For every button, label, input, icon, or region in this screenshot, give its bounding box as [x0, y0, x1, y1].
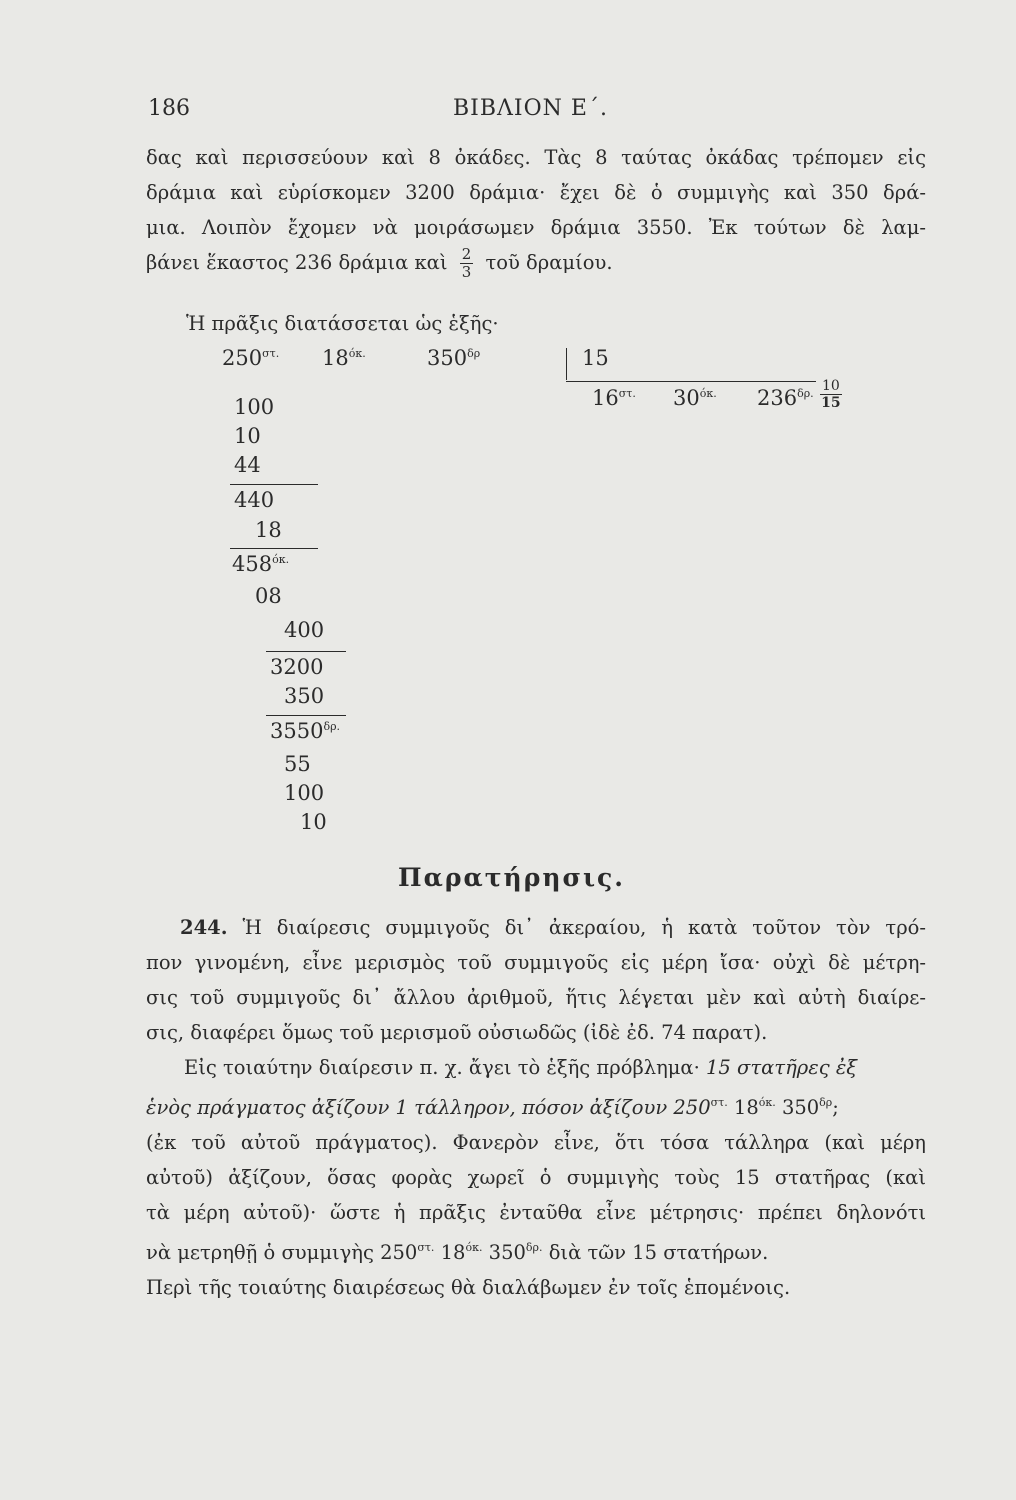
fraction-numerator: 10 [822, 378, 840, 394]
step-value: 10 [300, 810, 327, 834]
fraction-denominator: 3 [461, 263, 472, 281]
divisor-bar [566, 348, 567, 380]
text-line: Εἰς τοιαύτην διαίρεσιν π. χ. ἄγει τὸ ἑξῆς πρόβλημα· 15 στατῆρες ἐξ [184, 1056, 858, 1079]
step-value: 350 [284, 684, 325, 708]
step-value: 100 [284, 781, 325, 805]
step-value: $3550^{\delta\rho.}$ [270, 719, 341, 743]
step-value: 44 [234, 453, 261, 477]
fraction [460, 246, 474, 281]
text-fragment: τοῦ δραμίου. [485, 251, 613, 274]
layout-intro: Ἡ πρᾶξις διατάσσεται ὡς ἑξῆς· [186, 312, 499, 335]
paragraph-number: 244. [180, 916, 228, 939]
step-value: 55 [284, 752, 311, 776]
text-line: δας καὶ περισσεύουν καὶ 8 ὀκάδες. Τὰς 8 ταύτας ὀκάδας τρέπομεν εἰς [146, 146, 926, 169]
text-line: νὰ μετρηθῇ ὁ συμμιγὴς $250^{\sigma\tau.}$ $18^{ό\kappa.}$ $350^{\delta\rho.}$ διὰ τῶν 15 στατήρων. [146, 1241, 769, 1264]
step-value: 100 [234, 395, 275, 419]
product-rule [266, 651, 346, 652]
fraction-denominator: 15 [821, 395, 841, 411]
text-line: ἑνὸς πράγματος ἀξίζουν 1 τάλληρον, πόσον ἀξίζουν $250^{\sigma\tau.}$ $18^{ό\kappa.}$ $350^{\delta\rho}$; [146, 1096, 839, 1119]
step-value: 08 [255, 584, 282, 608]
text-line: δράμια καὶ εὑρίσκομεν 3200 δράμια· ἔχει δὲ ὁ συμμιγὴς καὶ 350 δρά- [146, 181, 926, 204]
quotient-fraction [820, 378, 842, 411]
divisor: 15 [582, 346, 609, 370]
top-paragraph [146, 140, 926, 281]
text-line [146, 245, 926, 281]
text-line: πον γινομένη, εἶνε μερισμὸς τοῦ συμμιγοῦς εἰς μέρη ἴσα· οὐχὶ δὲ μέτρη- [146, 951, 926, 974]
fraction-numerator: 2 [461, 245, 472, 263]
text-fragment: βάνει ἕκαστος 236 δράμια καὶ [146, 251, 448, 274]
step-value: $458^{ό\kappa.}$ [232, 552, 290, 576]
text-line: αὐτοῦ) ἀξίζουν, ὅσας φορὰς χωρεῖ ὁ συμμιγὴς τοὺς 15 στατῆρας (καὶ [146, 1166, 926, 1189]
step-value: 400 [284, 618, 325, 642]
sum-rule [230, 484, 318, 485]
quotient-dram: $236^{\delta\rho.}$ [757, 386, 814, 410]
step-value: 10 [234, 424, 261, 448]
step-value: 440 [234, 488, 275, 512]
step-value: 18 [255, 518, 282, 542]
text-line: 244. Ἡ διαίρεσις συμμιγοῦς δι᾽ ἀκεραίου, ἡ κατὰ τοῦτον τὸν τρό- [180, 916, 926, 939]
dividend-dram: $350^{\delta\rho}$ [427, 346, 481, 370]
text-line: μια. Λοιπὸν ἔχομεν νὰ μοιράσωμεν δράμια 3550. Ἐκ τούτων δὲ λαμ- [146, 216, 926, 239]
page-number: 186 [148, 96, 190, 121]
remark-paragraph [146, 910, 926, 1305]
sum-rule [266, 715, 346, 716]
text-line: σις, διαφέρει ὅμως τοῦ μερισμοῦ οὐσιωδῶς (ἰδὲ ἐδ. 74 παρατ). [146, 1021, 768, 1044]
quotient-stat: $16^{\sigma\tau.}$ [592, 386, 636, 410]
running-title: ΒΙΒΛΙΟΝ Ε΄. [453, 96, 608, 121]
quotient-oka: $30^{ό\kappa.}$ [673, 386, 717, 410]
text-line: τὰ μέρη αὐτοῦ)· ὥστε ἡ πρᾶξις ἐνταῦθα εἶνε μέτρησις· πρέπει δηλονότι [146, 1201, 926, 1224]
section-title: Παρατήρησις. [398, 863, 625, 892]
quotient-rule [566, 381, 816, 382]
text-line: (ἐκ τοῦ αὐτοῦ πράγματος). Φανερὸν εἶνε, ὅτι τόσα τάλληρα (καὶ μέρη [146, 1131, 926, 1154]
step-value: 3200 [270, 655, 324, 679]
text-line: Περὶ τῆς τοιαύτης διαιρέσεως θὰ διαλάβωμεν ἐν τοῖς ἑπομένοις. [146, 1276, 791, 1299]
text-line: σις τοῦ συμμιγοῦς δι᾽ ἄλλου ἀριθμοῦ, ἥτις λέγεται μὲν καὶ αὐτὴ διαίρε- [146, 986, 926, 1009]
dividend-stat: $250^{\sigma\tau.}$ [222, 346, 280, 370]
sum-rule [230, 548, 318, 549]
dividend-oka: $18^{ό\kappa.}$ [322, 346, 366, 370]
